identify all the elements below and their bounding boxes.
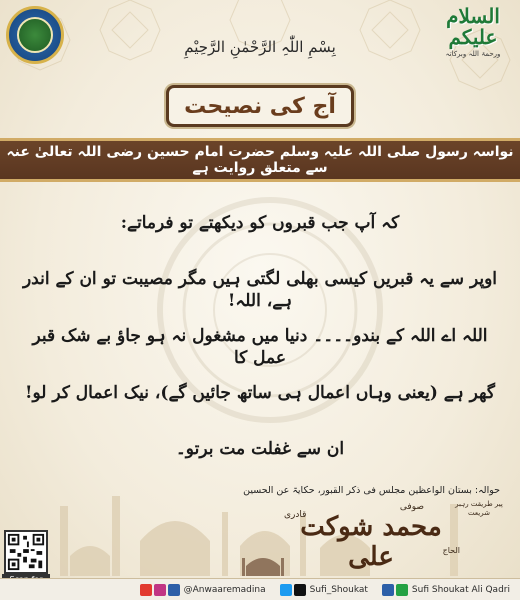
page-title: آج کی نصیحت: [184, 93, 336, 119]
tiktok-icon: [294, 584, 306, 596]
salam-line-2: علیکم: [448, 25, 498, 49]
logo-emblem-icon: [6, 6, 64, 64]
body-line-2: اوپر سے یہ قبریں کیسی بھلی لگتی ہیں مگر مصیبت تو ان کے اندر ہے، اللہ!: [22, 269, 498, 311]
mosque-emblem-icon: [240, 552, 286, 576]
facebook-icon: [168, 584, 180, 596]
reference: حوالہ: بستان الواعظین مجلس فی ذکر القبور، حکایۃ عن الحسین: [243, 485, 500, 496]
signature-qadri: قادری: [284, 510, 307, 520]
twitter-icon: [280, 584, 292, 596]
qr-code-icon[interactable]: [4, 530, 48, 574]
body-line-3: اللہ اے اللہ کے بندو۔۔۔۔ دنیا میں مشغول نہ ہو جاؤ بے شک قبر عمل کا: [32, 326, 488, 368]
salam-line-1: السلام: [446, 4, 500, 28]
narration-banner: [0, 138, 520, 182]
handle-text-1: @Anwaaremadina: [183, 584, 266, 595]
salam-line-3: ورحمۃ اللہ وبرکاتہ: [445, 50, 501, 58]
social-handle-2[interactable]: [280, 584, 368, 596]
body-line-5: ان سے غفلت مت برتو۔: [175, 439, 345, 459]
signature-sufi: صوفی: [399, 502, 424, 512]
signature-haj: الحاج: [442, 546, 460, 555]
signature: [276, 500, 506, 570]
instagram-icon: [154, 584, 166, 596]
banner-text: نواسہ رسول صلی اللہ علیہ وسلم حضرت امام حسین رضی اللہ تعالیٰ عنہ سے متعلق روایت ہے: [6, 144, 514, 176]
bismillah: بِسْمِ اللّٰہِ الرَّحْمٰنِ الرَّحِیْمِ: [184, 38, 336, 56]
body-line-1: کہ آپ جب قبروں کو دیکھتے تو فرماتے:: [120, 213, 400, 233]
footer-bar: [0, 578, 520, 600]
social-handle-3[interactable]: [382, 584, 510, 596]
youtube-icon: [140, 584, 152, 596]
signature-title: پیر طریقت رہبر شریعت: [455, 500, 503, 517]
handle-text-3: Sufi Shoukat Ali Qadri: [411, 584, 510, 595]
body-line-4: گھر ہے (یعنی وہاں اعمال ہی ساتھ جائیں گے)، نیک اعمال کر لو!: [25, 383, 495, 403]
salam-greeting: [432, 6, 514, 58]
whatsapp-icon: [396, 584, 408, 596]
signature-name: محمد شوکت علی: [300, 512, 442, 572]
social-handle-1[interactable]: [140, 584, 266, 596]
facebook-icon: [382, 584, 394, 596]
green-dome-icon: [17, 17, 53, 53]
title-box: [166, 85, 354, 127]
handle-text-2: Sufi_Shoukat: [309, 584, 368, 595]
